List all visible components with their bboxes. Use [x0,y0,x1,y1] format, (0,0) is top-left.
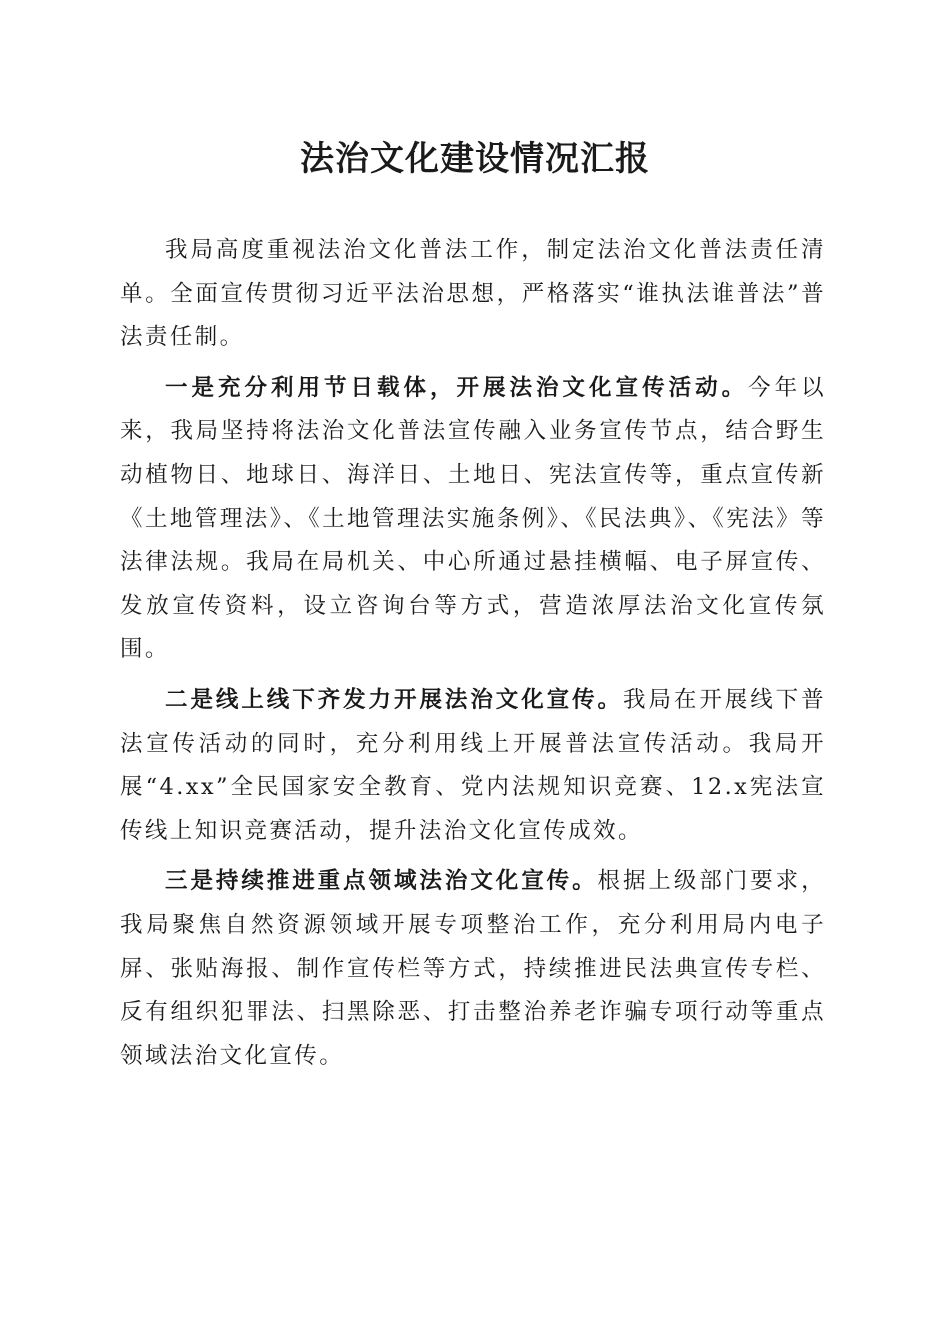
document-body [120,229,826,1085]
paragraph-point-2 [120,679,826,853]
paragraph-intro [120,229,826,360]
paragraph-lead: 一是充分利用节日载体，开展法治文化宣传活动。 [165,374,749,401]
paragraph-text: 根据上级部门要求，我局聚焦自然资源领域开展专项整治工作，充分利用局内电子屏、张贴海报、制作宣传栏等方式，持续推进民法典宣传专栏、反有组织犯罪法、扫黑除恶、打击整治养老诈骗专项行动等重点领域法治文化宣传。 [120,868,826,1069]
paragraph-text: 我局高度重视法治文化普法工作，制定法治文化普法责任清单。全面宣传贯彻习近平法治思想，严格落实“谁执法谁普法”普法责任制。 [120,237,826,351]
paragraph-lead: 二是线上线下齐发力开展法治文化宣传。 [165,686,623,713]
paragraph-text: 我局在开展线下普法宣传活动的同时，充分利用线上开展普法宣传活动。我局开展“4.xx”全民国家安全教育、党内法规知识竞赛、12.x宪法宣传线上知识竞赛活动，提升法治文化宣传成效。 [120,686,827,844]
paragraph-lead: 三是持续推进重点领域法治文化宣传。 [165,868,598,895]
paragraph-point-3 [120,860,826,1078]
paragraph-text: 今年以来，我局坚持将法治文化普法宣传融入业务宣传节点，结合野生动植物日、地球日、海洋日、土地日、宪法宣传等，重点宣传新《土地管理法》、《土地管理法实施条例》、《民法典》、《宪法》等法律法规。我局在局机关、中心所通过悬挂横幅、电子屏宣传、发放宣传资料，设立咨询台等方式，营造浓厚法治文化宣传氛围。 [120,374,827,663]
paragraph-point-1 [120,367,826,672]
document-title: 法治文化建设情况汇报 [300,139,650,179]
